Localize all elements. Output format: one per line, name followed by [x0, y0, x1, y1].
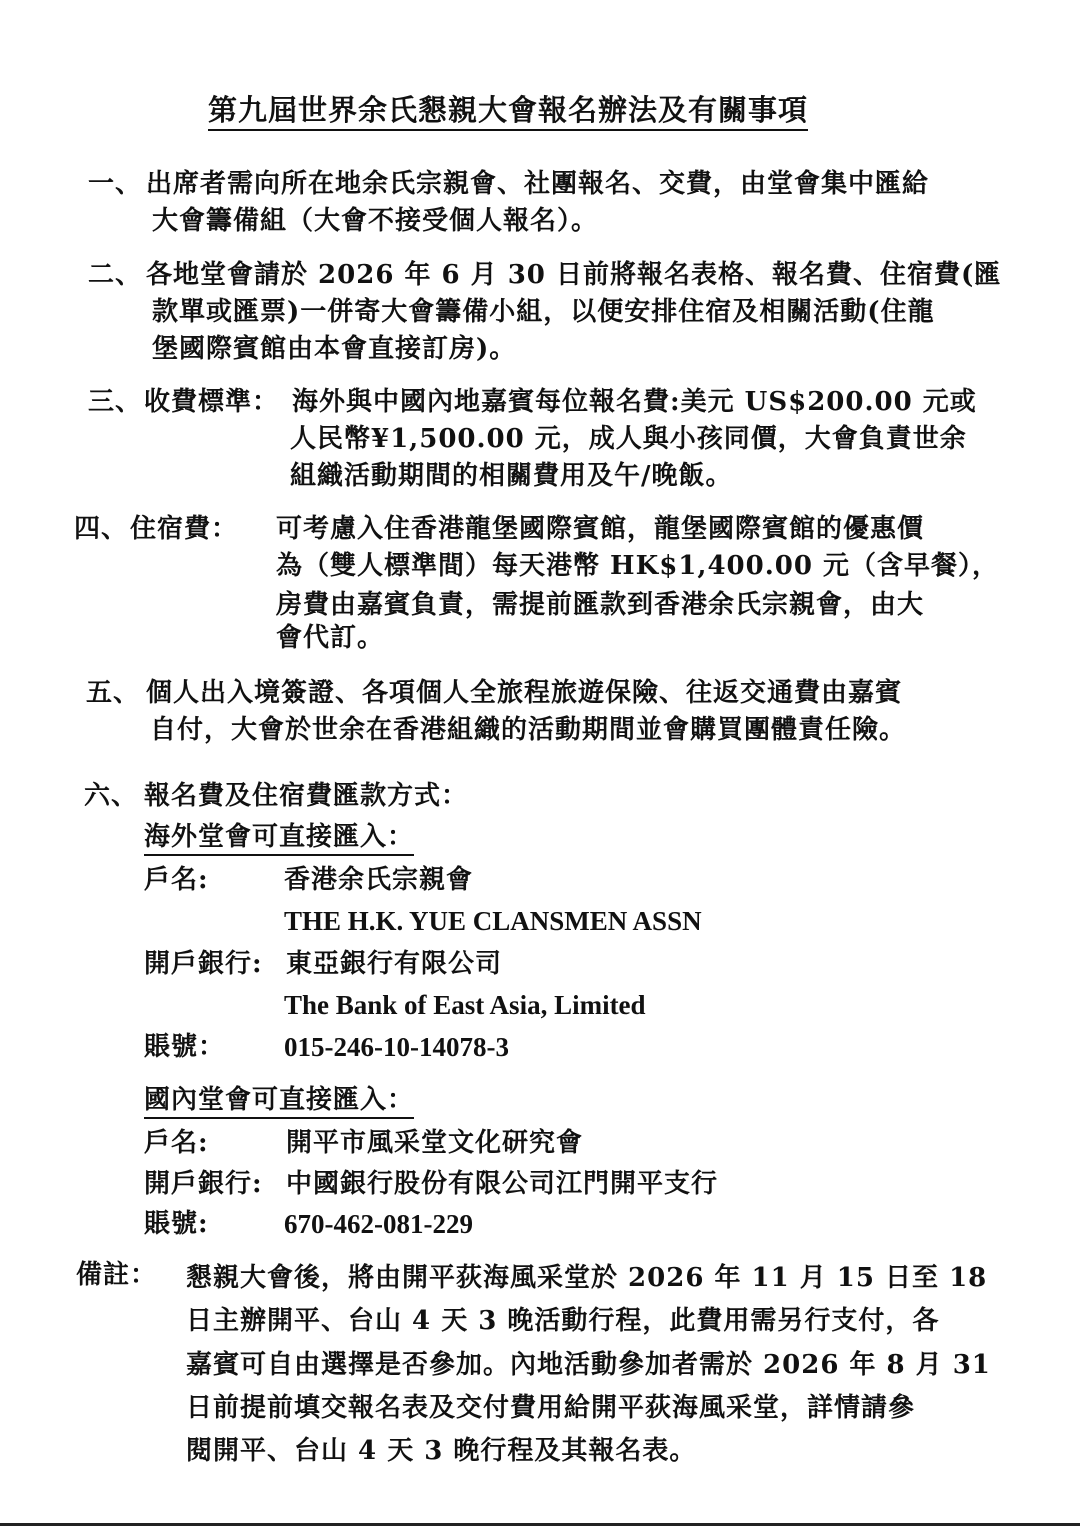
overseas-name-label: 戶名:	[144, 865, 209, 895]
overseas-account-label: 賬號：	[144, 1032, 226, 1062]
remark-label: 備註：	[76, 1260, 158, 1290]
overseas-account-value: 015-246-10-14078-3	[284, 1032, 509, 1062]
remark-line: 日主辦開平、台山 4 天 3 晚活動行程，此費用需另行支付，各	[186, 1306, 940, 1336]
item-3-marker: 三、	[88, 387, 143, 417]
item-1-line: 大會籌備組（大會不接受個人報名）。	[152, 206, 599, 236]
item-4-marker: 四、	[74, 514, 129, 544]
domestic-name-value: 開平市風采堂文化研究會	[286, 1128, 584, 1158]
item-2-line: 堡國際賓館由本會直接訂房)。	[152, 334, 517, 364]
domestic-account-value: 670-462-081-229	[284, 1209, 473, 1239]
overseas-bank-value-en: The Bank of East Asia, Limited	[284, 990, 646, 1020]
overseas-bank-value: 東亞銀行有限公司	[286, 949, 503, 979]
remark-line: 嘉賓可自由選擇是否參加。內地活動參加者需於 2026 年 8 月 31	[186, 1350, 991, 1380]
item-5-line: 自付，大會於世余在香港組織的活動期間並會購買團體責任險。	[150, 715, 907, 745]
item-4-line: 為（雙人標準間）每天港幣 HK$1,400.00 元（含早餐），	[276, 551, 1000, 581]
item-2-marker: 二、	[88, 260, 143, 290]
item-5-line: 個人出入境簽證、各項個人全旅程旅遊保險、往返交通費由嘉賓	[146, 678, 903, 708]
payment-heading: 報名費及住宿費匯款方式：	[144, 781, 469, 811]
overseas-bank-label: 開戶銀行:	[144, 949, 263, 979]
domestic-bank-value: 中國銀行股份有限公司江門開平支行	[286, 1169, 719, 1199]
item-3-line: 組織活動期間的相關費用及午/晚飯。	[290, 461, 733, 491]
item-5-marker: 五、	[86, 678, 141, 708]
item-2-line: 各地堂會請於 2026 年 6 月 30 日前將報名表格、報名費、住宿費(匯	[146, 260, 1002, 290]
item-4-label: 住宿費：	[130, 514, 239, 544]
domestic-name-label: 戶名:	[144, 1128, 209, 1158]
item-3-label: 收費標準：	[144, 387, 280, 417]
domestic-bank-label: 開戶銀行:	[144, 1169, 263, 1199]
item-4-line: 可考慮入住香港龍堡國際賓館，龍堡國際賓館的優惠價	[276, 514, 925, 544]
remark-line: 閱開平、台山 4 天 3 晚行程及其報名表。	[186, 1436, 697, 1466]
overseas-heading: 海外堂會可直接匯入：	[144, 821, 414, 856]
document-title: 第九屆世界余氏懇親大會報名辦法及有關事項	[208, 92, 808, 131]
item-1-marker: 一、	[88, 169, 143, 199]
overseas-name-value-en: THE H.K. YUE CLANSMEN ASSN	[284, 906, 702, 936]
item-4-line: 房費由嘉賓負責，需提前匯款到香港余氏宗親會，由大	[276, 590, 925, 620]
item-6-marker: 六、	[84, 781, 139, 811]
remark-line: 懇親大會後，將由開平荻海風采堂於 2026 年 11 月 15 日至 18	[186, 1263, 988, 1293]
item-1-line: 出席者需向所在地余氏宗親會、社團報名、交費，由堂會集中匯給	[146, 169, 930, 199]
overseas-name-value: 香港余氏宗親會	[284, 865, 474, 895]
item-4-line: 會代訂。	[276, 623, 385, 653]
item-3-line: 人民幣¥1,500.00 元，成人與小孩同價，大會負責世余	[290, 424, 967, 454]
domestic-heading: 國內堂會可直接匯入：	[144, 1084, 414, 1119]
remark-line: 日前提前填交報名表及交付費用給開平荻海風采堂，詳情請參	[186, 1393, 916, 1423]
domestic-account-label: 賬號:	[144, 1209, 209, 1239]
item-3-line: 海外與中國內地嘉賓每位報名費:美元 US$200.00 元或	[292, 387, 977, 417]
item-2-line: 款單或匯票)一併寄大會籌備小組，以便安排住宿及相關活動(住龍	[152, 297, 935, 327]
